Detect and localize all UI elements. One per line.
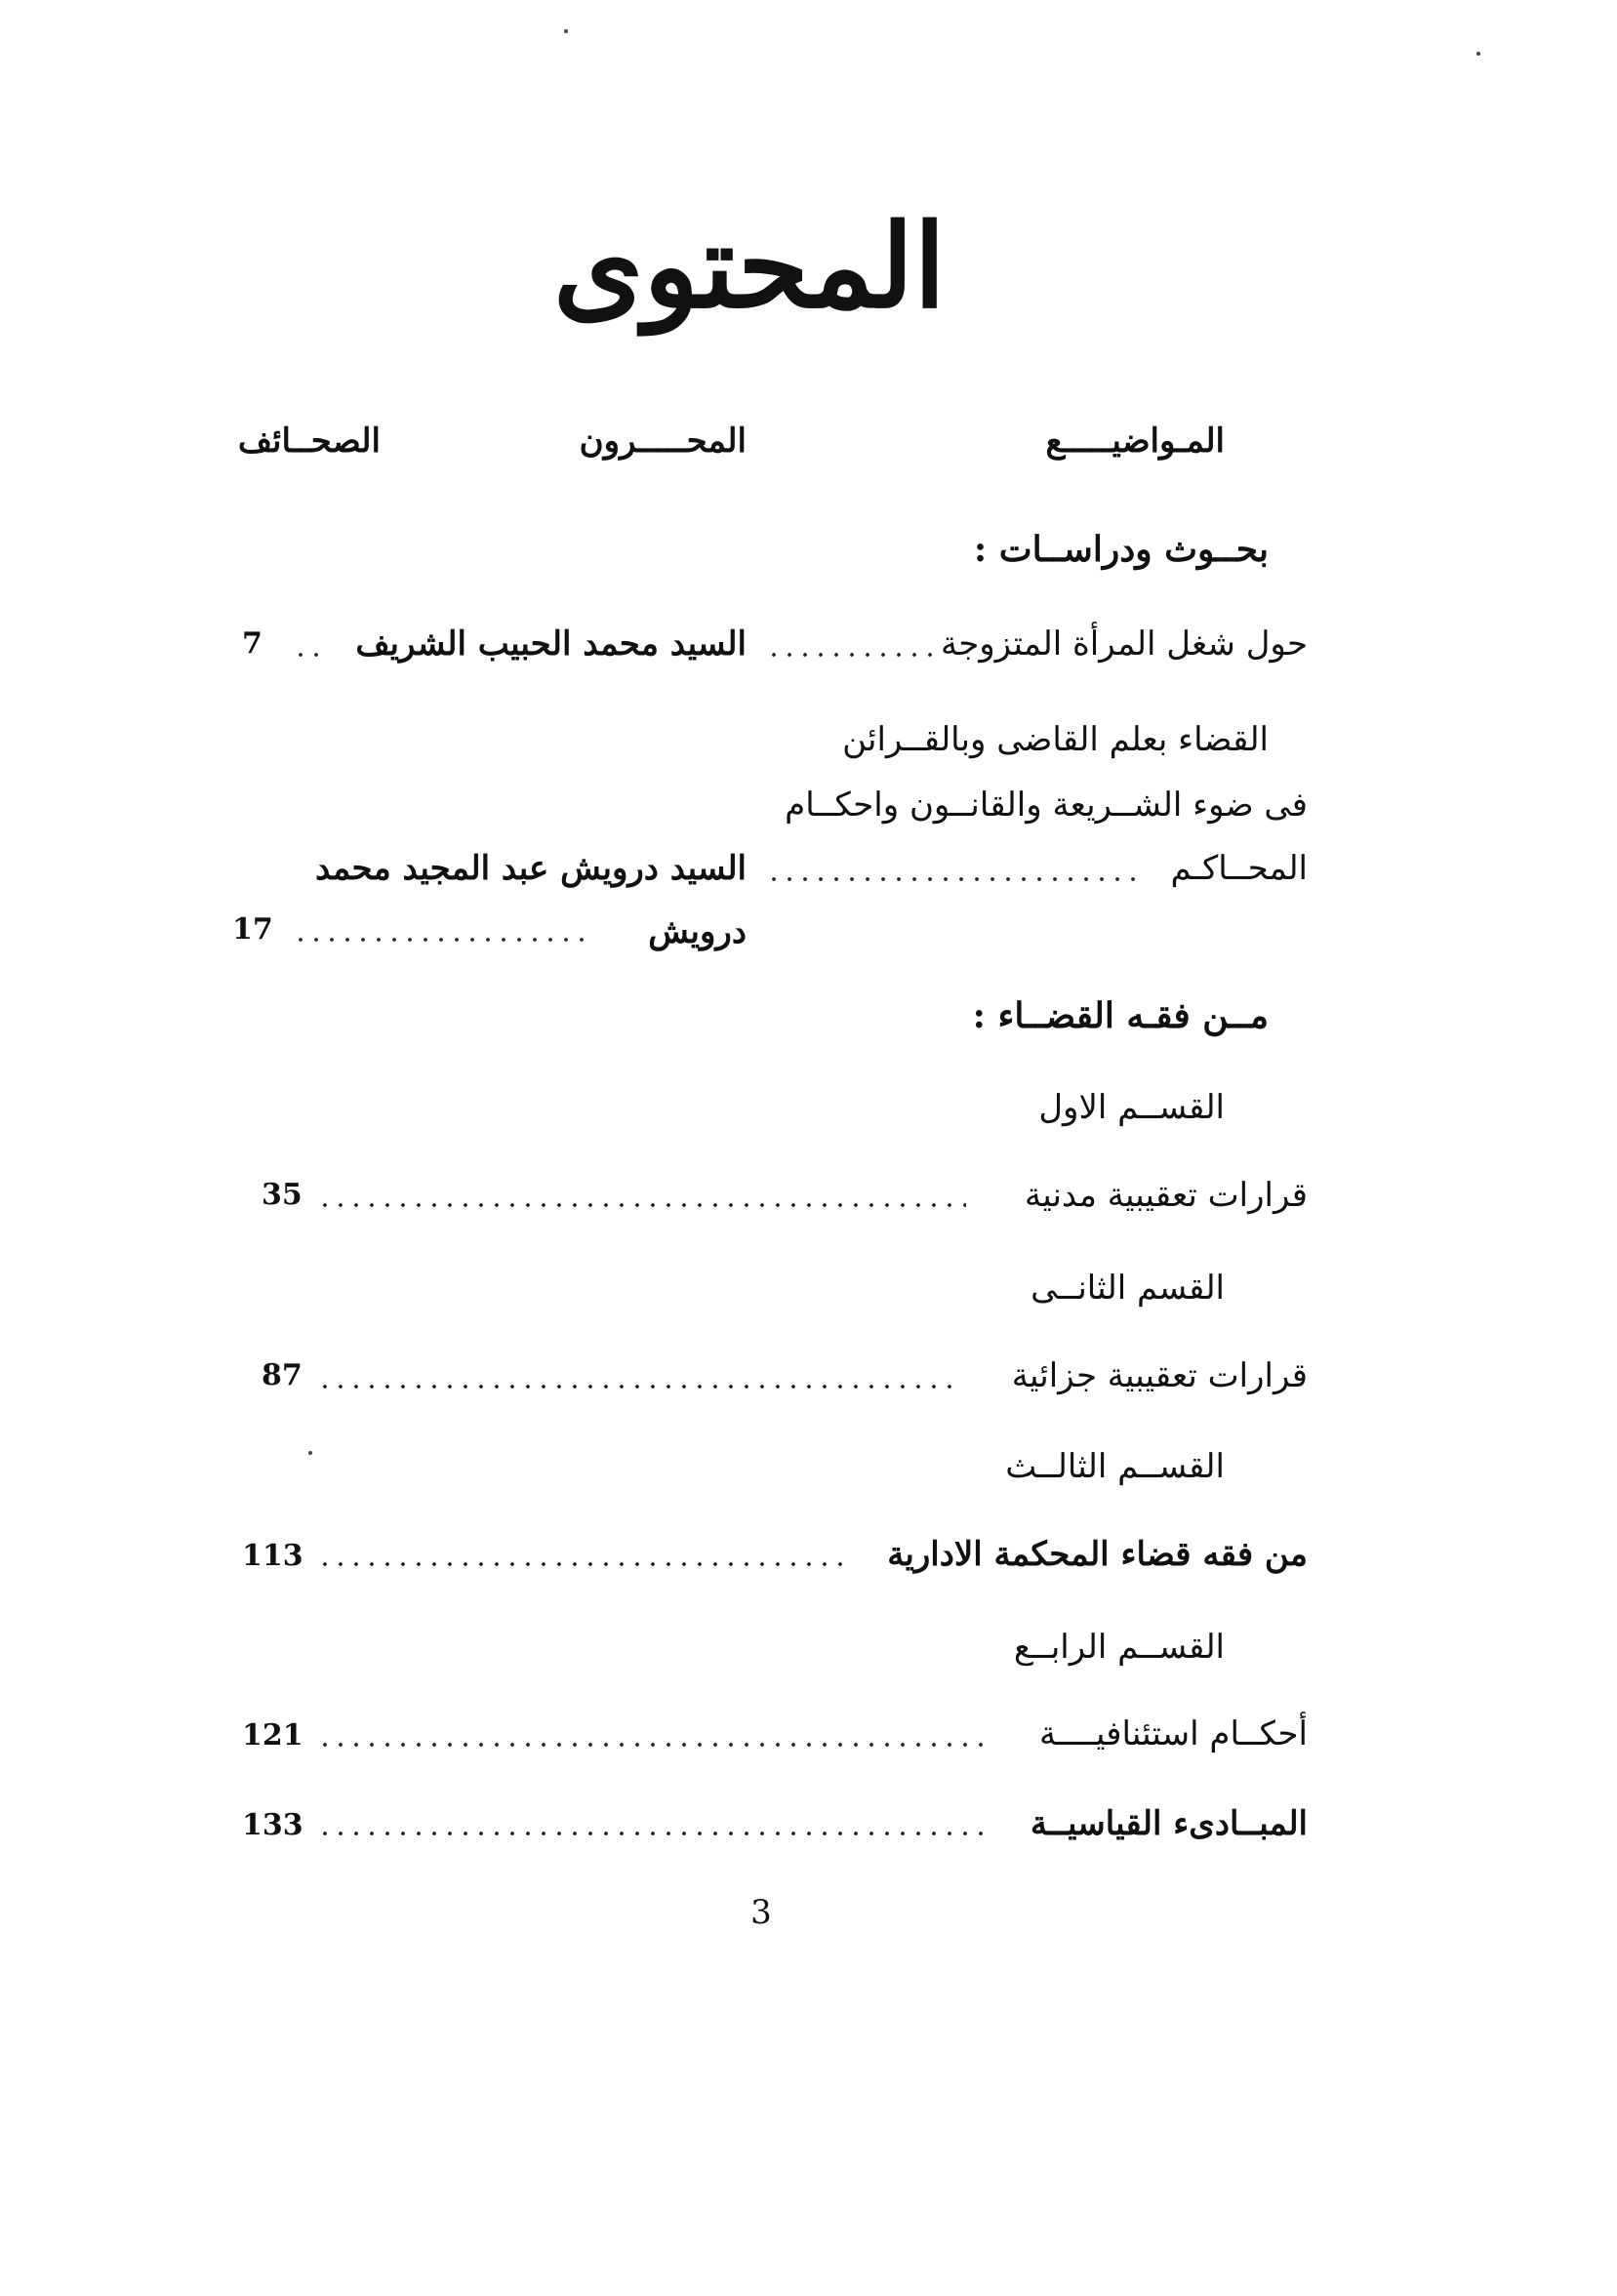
header-pages: الصحــائف [237, 422, 381, 461]
entry-page: 35 [262, 1178, 303, 1212]
scan-speck [308, 1451, 312, 1455]
entry-title-line: القضاء بعلم القاضى وبالقــرائن [842, 720, 1269, 759]
entry-title-line: المحــاكـم [1170, 849, 1308, 888]
entry-title: أحكــام استئنافيــــة [1038, 1714, 1308, 1753]
entry-page: 87 [262, 1358, 303, 1392]
entry-author: السيد درويش عبد المجيد محمد [315, 849, 747, 888]
part-heading: القسم الثانــى [1031, 1269, 1225, 1308]
part-heading: القســم الاول [1038, 1088, 1225, 1127]
part-heading: القســم الرابــع [1013, 1628, 1225, 1667]
leader-dots [766, 652, 937, 658]
leader-dots [317, 1742, 990, 1748]
entry-page: 7 [242, 626, 263, 661]
leader-dots [317, 1202, 966, 1208]
entry-title-line: فى ضوء الشــريعة والقانــون واحكــام [785, 785, 1308, 825]
header-editors: المحـــــرون [579, 422, 747, 461]
entry-title: من فقه قضاء المحكمة الادارية [887, 1535, 1308, 1574]
leader-dots [317, 1384, 951, 1390]
entry-author: درويش [648, 912, 747, 951]
header-topics: المـواضيـــــع [1045, 422, 1225, 461]
scan-speck [564, 29, 568, 33]
entry-title: قرارات تعقيبية مدنية [1024, 1176, 1308, 1215]
section-jurisprudence: مــن فقـه القضــاء : [972, 995, 1269, 1036]
leader-dots [766, 876, 1137, 882]
leader-dots [317, 1831, 990, 1836]
part-heading: القســم الثالــث [1005, 1447, 1225, 1486]
scan-speck [1476, 52, 1480, 56]
entry-page: 133 [242, 1808, 303, 1842]
entry-page: 113 [242, 1539, 303, 1573]
page-number: 3 [750, 1893, 772, 1932]
entry-page: 121 [242, 1718, 303, 1752]
leader-dots [293, 652, 324, 658]
entry-author: السيد محمد الحبيب الشريف [355, 624, 747, 664]
entry-page: 17 [232, 912, 273, 947]
leader-dots [293, 937, 590, 943]
page-title: المحتوى [552, 198, 947, 334]
entry-title: قرارات تعقيبية جزائية [1011, 1356, 1308, 1395]
entry-title: حول شغل المرأة المتزوجة [941, 624, 1308, 664]
section-research: بحــوث ودراســات : [973, 529, 1269, 570]
entry-title: المبــادىء القياسيــة [1030, 1804, 1308, 1843]
leader-dots [317, 1561, 849, 1567]
